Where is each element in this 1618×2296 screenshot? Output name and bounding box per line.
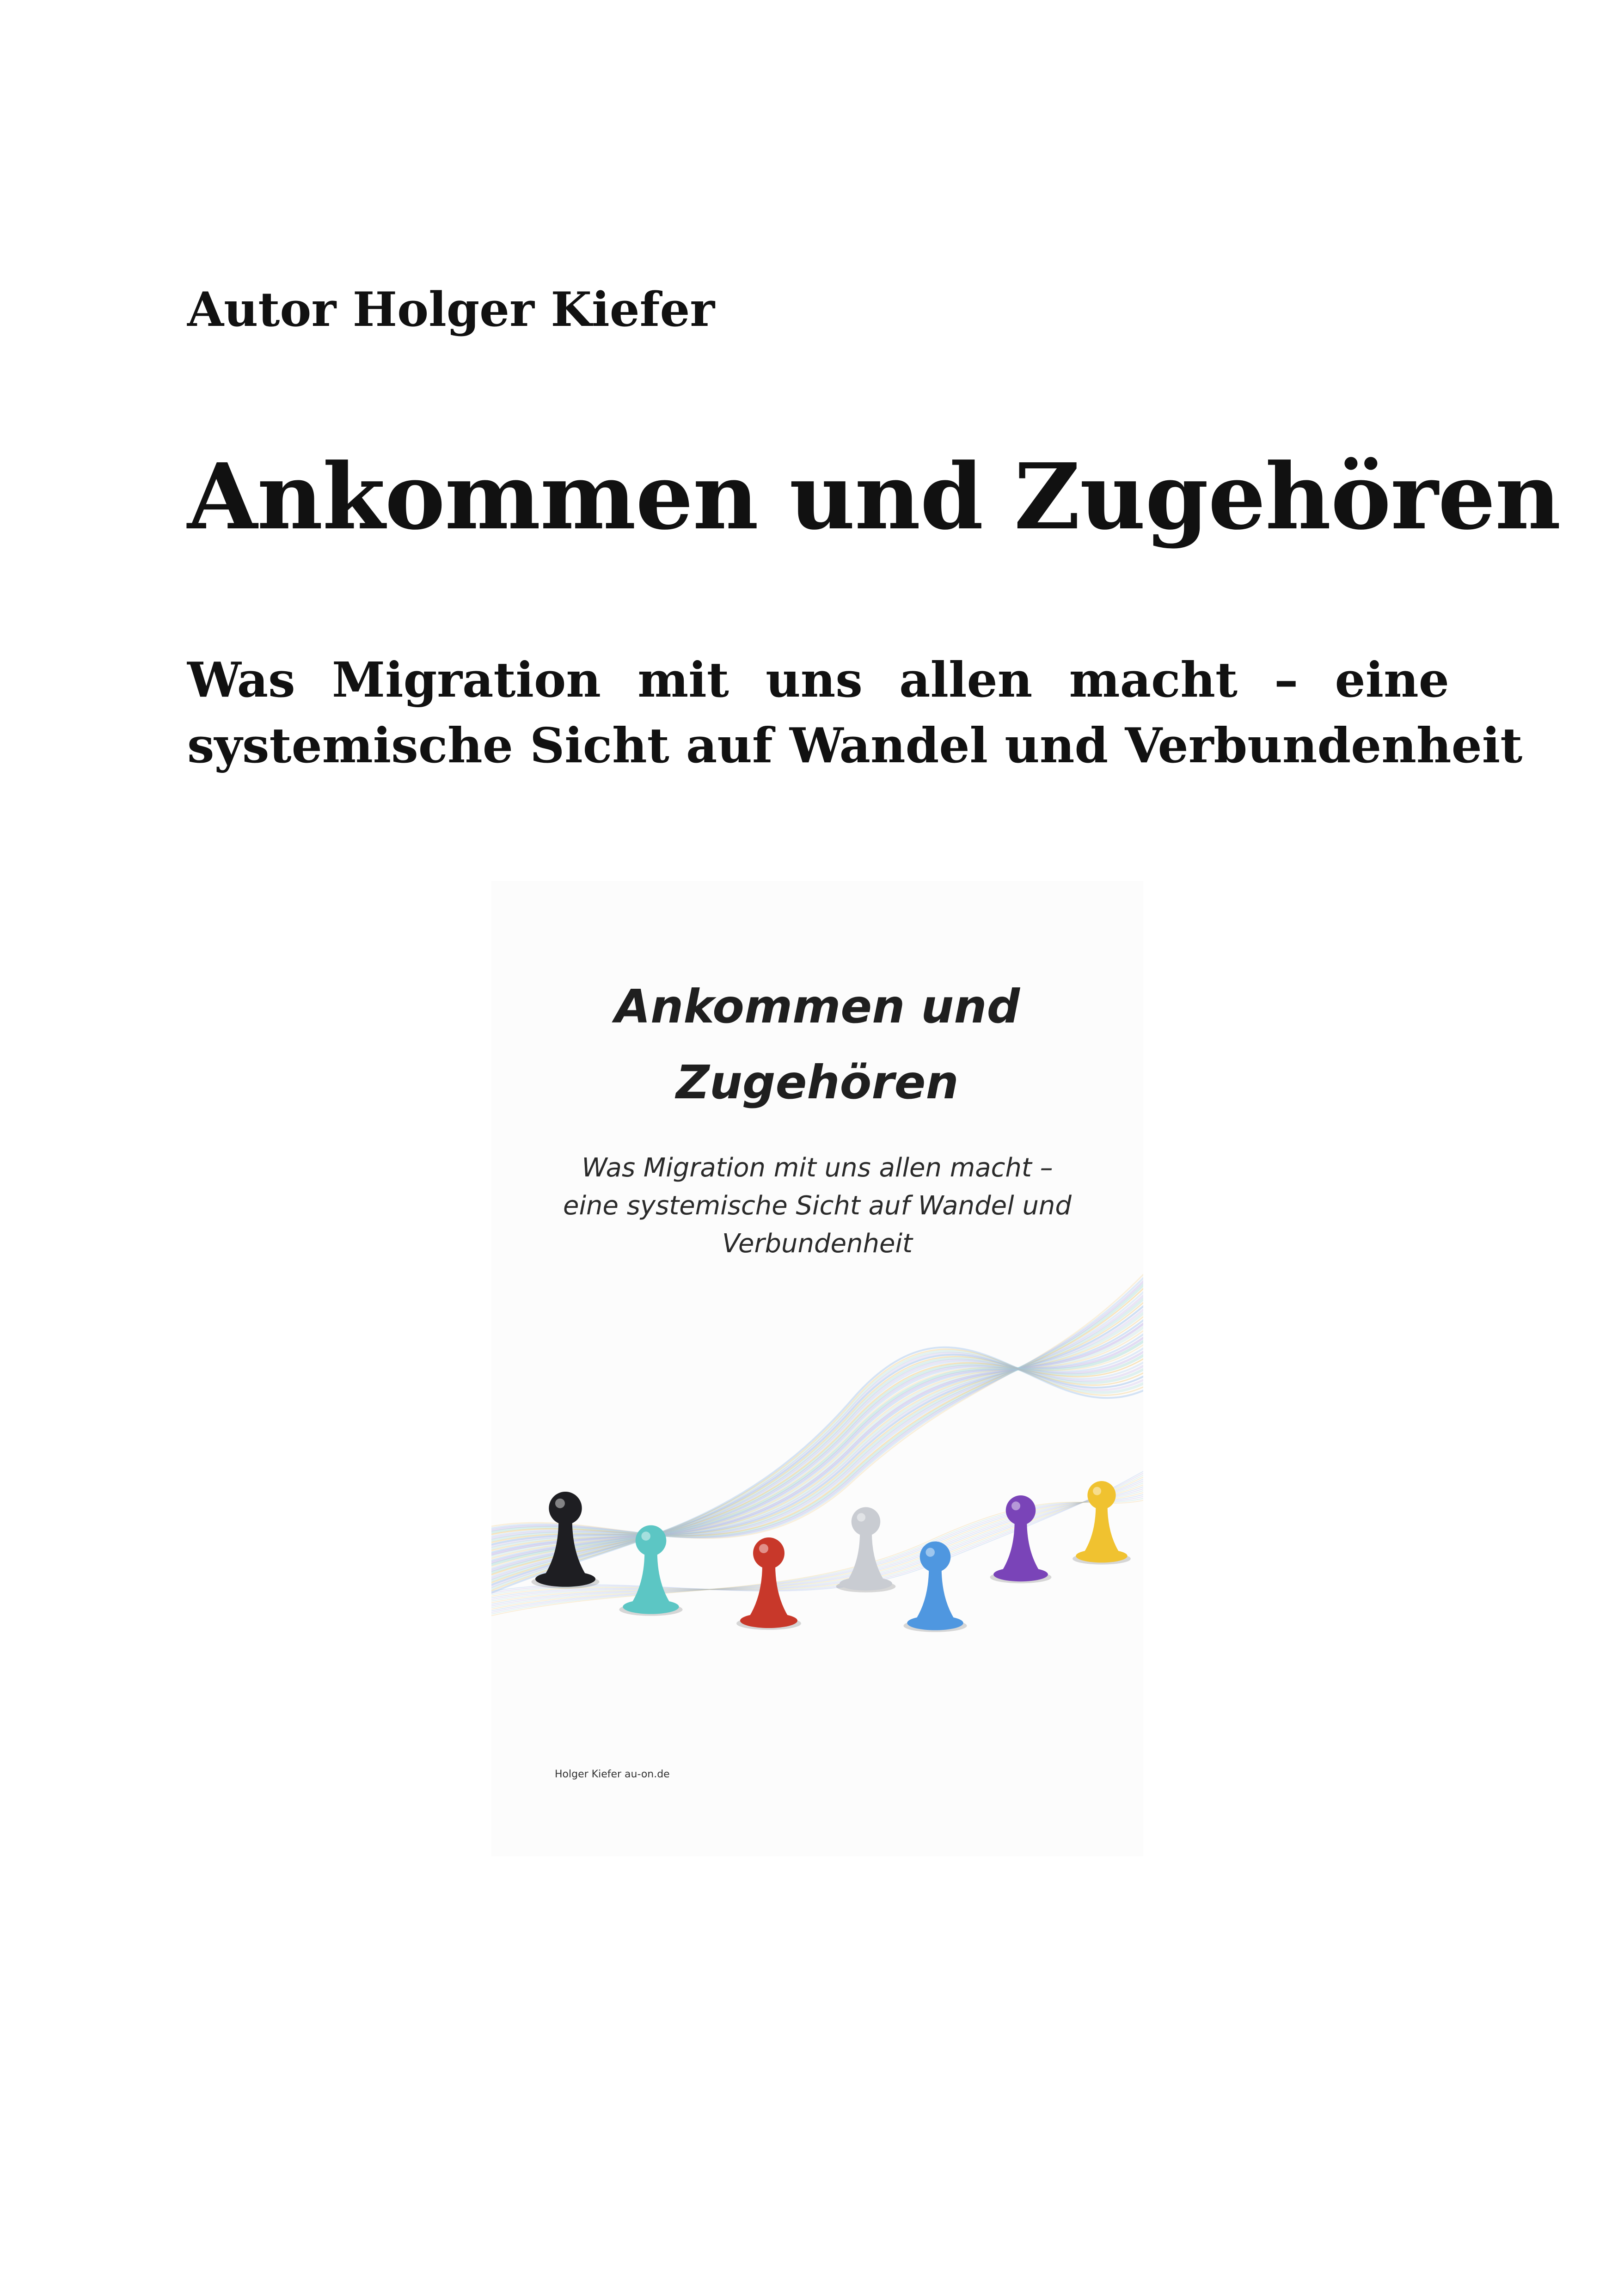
subtitle-line-2: systemische Sicht auf Wandel und Verbundenheit: [187, 717, 1523, 774]
wave-line: [491, 1298, 1143, 1549]
cover-subtitle-line: eine systemische Sicht auf Wandel und: [563, 1191, 1072, 1221]
subtitle-line-1: [187, 647, 1449, 713]
wave-ribbons: [491, 1260, 1143, 1618]
cover-title-line: Ankommen und: [614, 980, 1020, 1034]
subtitle-word: Was: [187, 651, 295, 708]
game-figures: [532, 1481, 1131, 1632]
subtitle-word: Migration: [331, 651, 601, 708]
subtitle-word: –: [1274, 651, 1299, 708]
pawn-figure: [836, 1507, 896, 1592]
cover-footer: Holger Kiefer au-on.de: [555, 1769, 670, 1780]
page-title: Ankommen und Zugehören: [187, 444, 1561, 550]
cover-illustration: [491, 1242, 1143, 1704]
subtitle-word: eine: [1335, 651, 1449, 708]
cover-title-line: Zugehören: [676, 1055, 959, 1109]
cover-title: [491, 969, 1143, 1120]
book-cover-image: [491, 881, 1143, 1856]
subtitle-word: macht: [1069, 651, 1238, 708]
subtitle-word: mit: [637, 651, 729, 708]
subtitle: [187, 647, 1523, 778]
cover-subtitle-line: Verbundenheit: [722, 1229, 913, 1259]
author-line: Autor Holger Kiefer: [187, 282, 715, 337]
subtitle-word: allen: [899, 651, 1033, 708]
pawn-figure: [903, 1542, 967, 1632]
subtitle-word: uns: [766, 651, 863, 708]
cover-subtitle-line: Was Migration mit uns allen macht –: [582, 1153, 1053, 1183]
